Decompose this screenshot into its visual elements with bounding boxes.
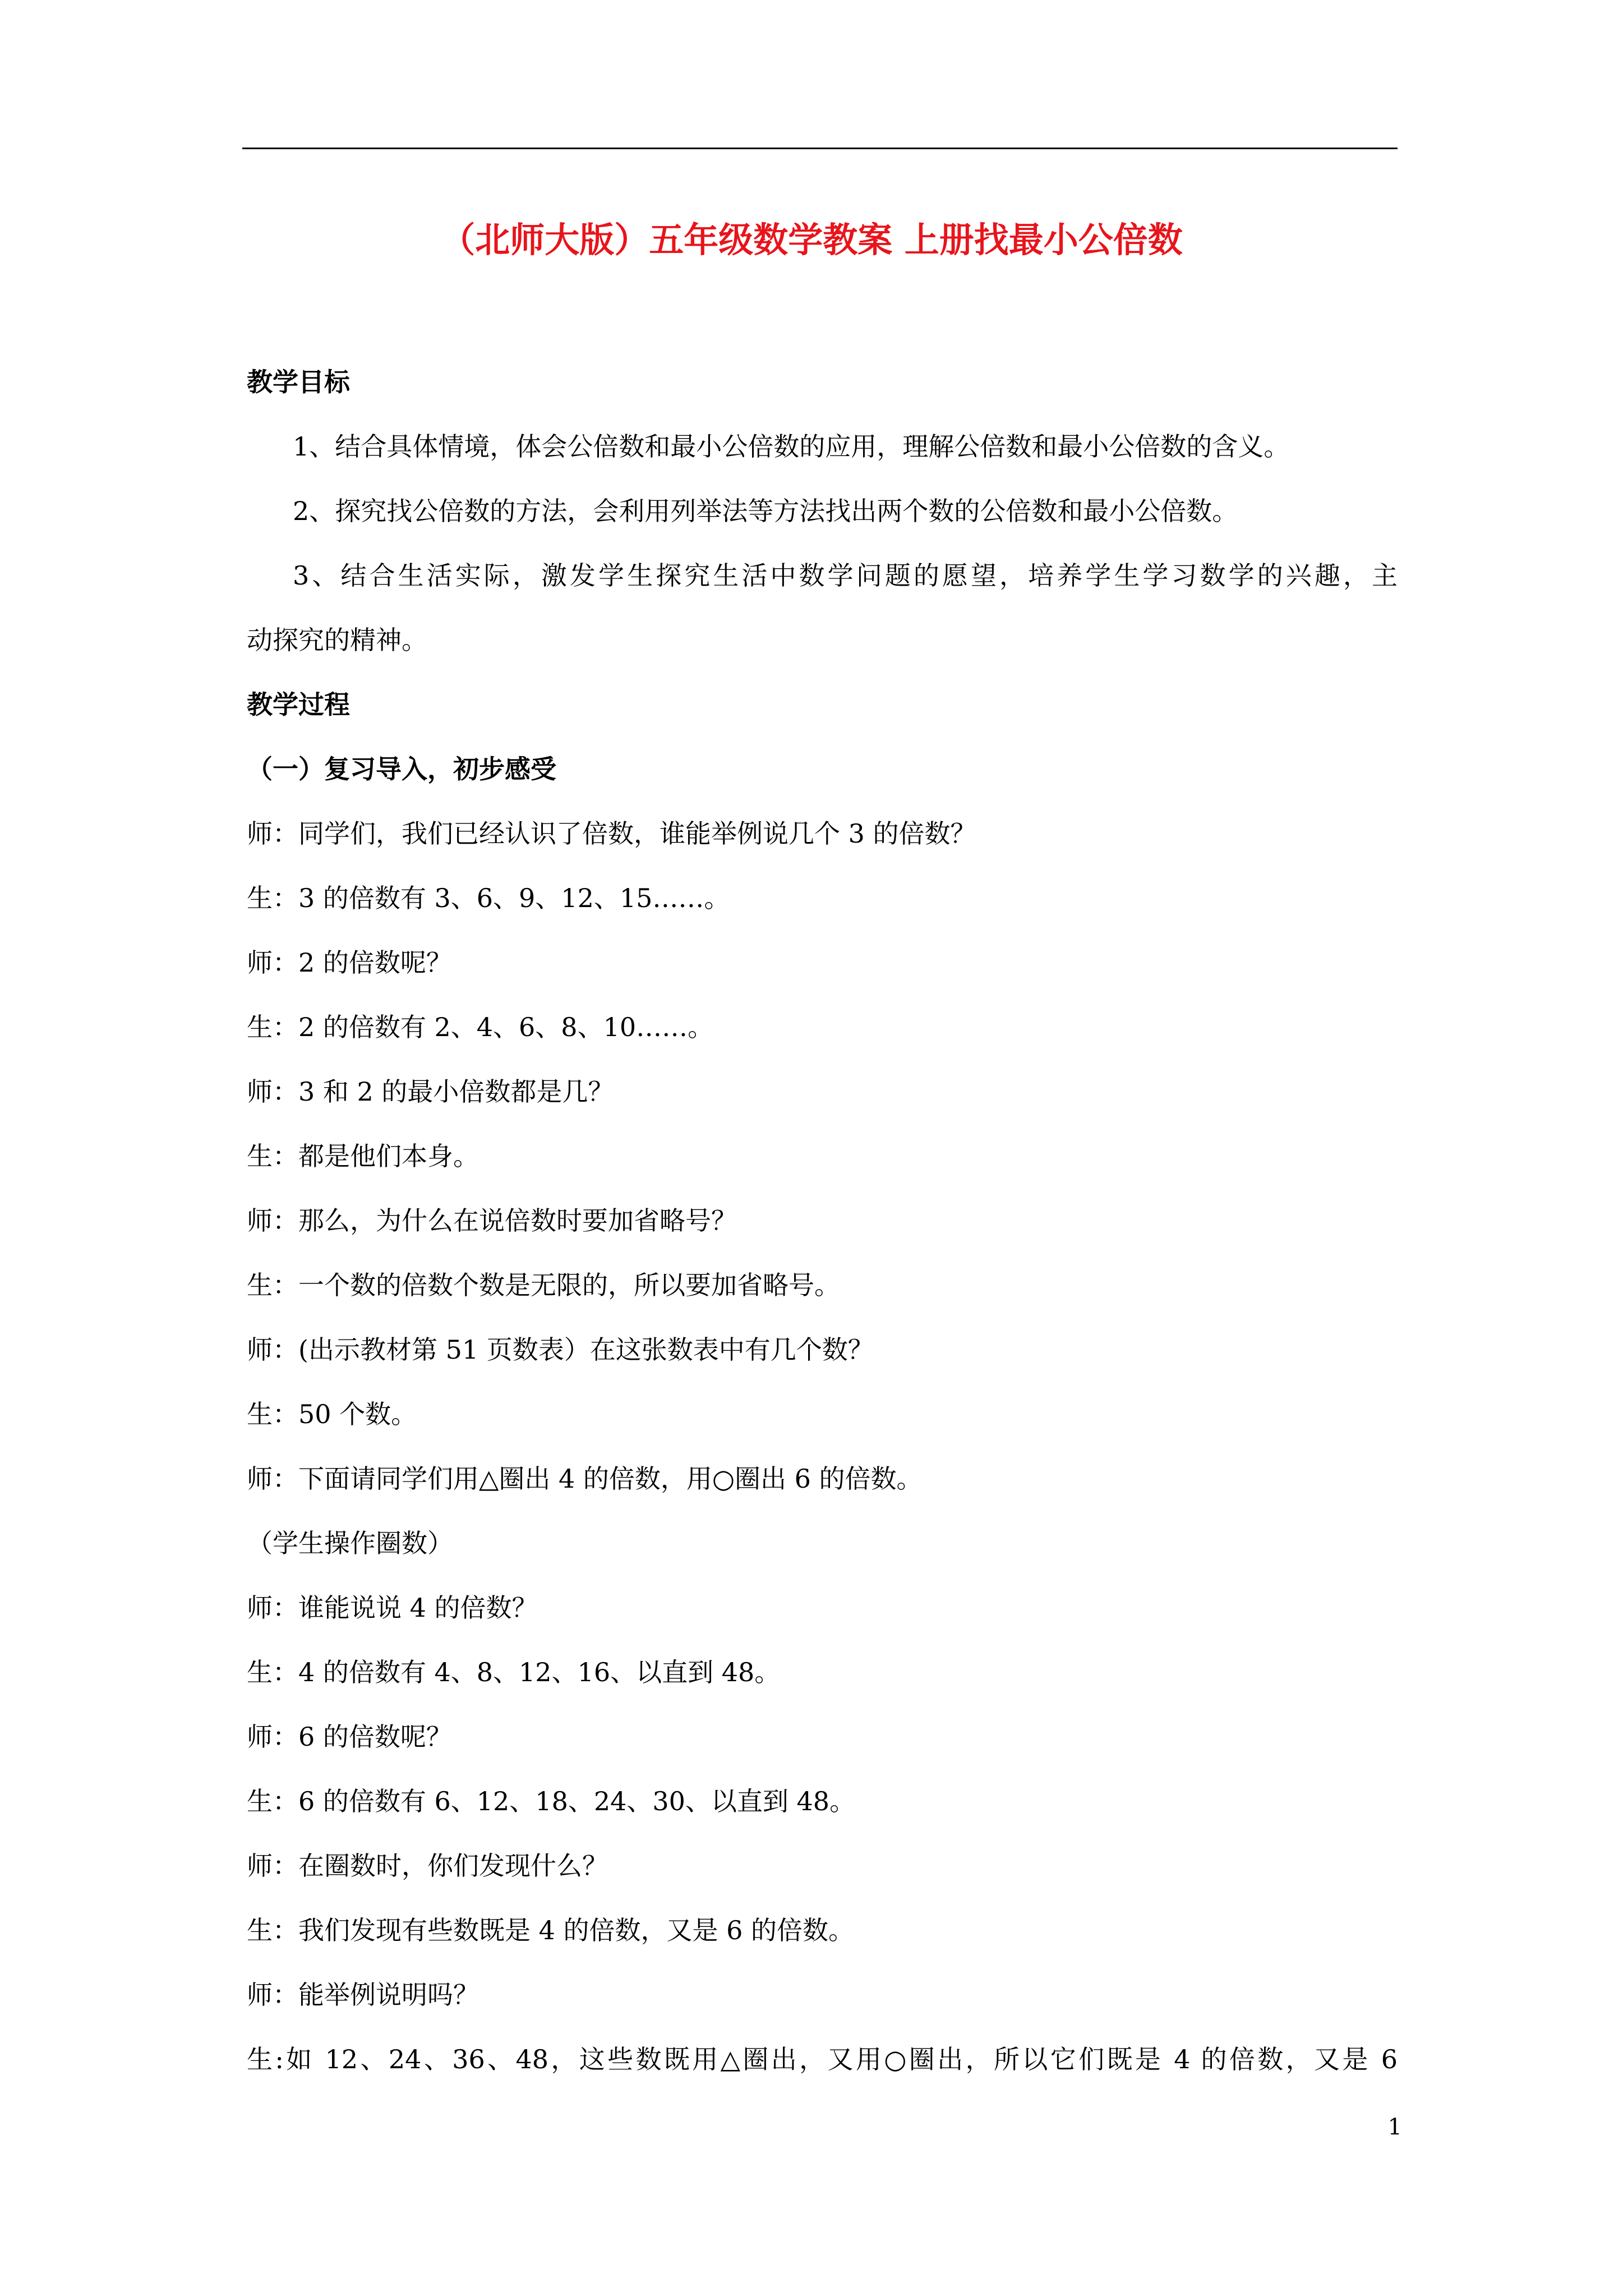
dialogue-line: 生：3 的倍数有 3、6、9、12、15……。 [247, 883, 730, 913]
goal-item-2: 2、探究找公倍数的方法，会利用列举法等方法找出两个数的公倍数和最小公倍数。 [293, 496, 1238, 526]
dialogue-line: 师：(出示教材第 51 页数表）在这张数表中有几个数？ [247, 1335, 874, 1365]
dialogue-line: 师：下面请同学们用△圈出 4 的倍数，用○圈出 6 的倍数。 [247, 1464, 923, 1494]
goal-item-3: 3、结合生活实际，激发学生探究生活中数学问题的愿望，培养学生学习数学的兴趣，主 [293, 560, 1398, 591]
dialogue-line: 生:如 12、24、36、48，这些数既用△圈出，又用○圈出，所以它们既是 4 的倍数，又是 6 [247, 2044, 1398, 2074]
dialogue-line: 师：能举例说明吗？ [247, 1980, 479, 2010]
document-title: （北师大版）五年级数学教案 上册找最小公倍数 [440, 219, 1183, 260]
subsection-heading-review: （一）复习导入，初步感受 [247, 754, 556, 784]
goal-item-1: 1、结合具体情境，体会公倍数和最小公倍数的应用，理解公倍数和最小公倍数的含义。 [293, 431, 1290, 462]
document-body [247, 350, 1398, 2092]
dialogue-line: 生：4 的倍数有 4、8、12、16、以直到 48。 [247, 1657, 781, 1687]
dialogue-line: 生：2 的倍数有 2、4、6、8、10……。 [247, 1012, 714, 1042]
dialogue-line: 生：50 个数。 [247, 1399, 417, 1429]
page-number: 1 [1387, 2114, 1402, 2140]
stage-direction: （学生操作圈数） [247, 1528, 453, 1558]
dialogue-line: 师：那么，为什么在说倍数时要加省略号？ [247, 1205, 737, 1236]
dialogue-line: 生：6 的倍数有 6、12、18、24、30、以直到 48。 [247, 1786, 856, 1816]
header-rule [242, 148, 1398, 149]
section-heading-process: 教学过程 [247, 689, 350, 720]
dialogue-line: 师：6 的倍数呢？ [247, 1722, 452, 1752]
dialogue-line: 师：谁能说说 4 的倍数？ [247, 1593, 538, 1623]
dialogue-line: 生：都是他们本身。 [247, 1141, 479, 1171]
goal-item-3-continued: 动探究的精神。 [247, 625, 427, 655]
dialogue-line: 师：同学们，我们已经认识了倍数，谁能举例说几个 3 的倍数？ [247, 818, 976, 849]
dialogue-line: 师：在圈数时，你们发现什么？ [247, 1851, 608, 1881]
dialogue-line: 师：3 和 2 的最小倍数都是几？ [247, 1076, 614, 1107]
dialogue-line: 师：2 的倍数呢？ [247, 947, 452, 978]
dialogue-line: 生：我们发现有些数既是 4 的倍数，又是 6 的倍数。 [247, 1915, 855, 1945]
section-heading-goals: 教学目标 [247, 367, 350, 397]
dialogue-line: 生：一个数的倍数个数是无限的，所以要加省略号。 [247, 1270, 840, 1300]
